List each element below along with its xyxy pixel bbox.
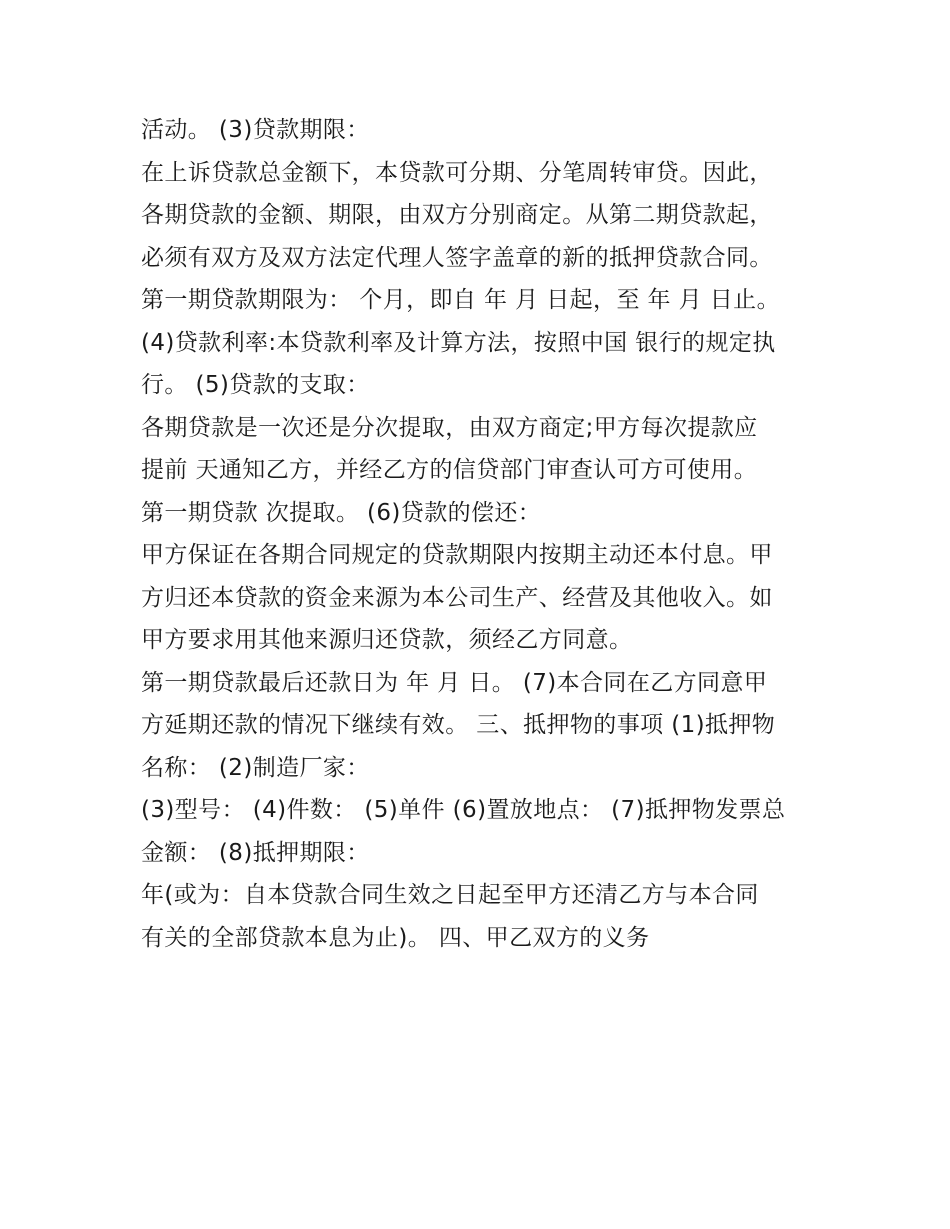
document-body: [141, 109, 841, 959]
text-line: 各期贷款的金额、期限，由双方分别商定。从第二期贷款起，: [141, 202, 773, 228]
text-line: 名称： (2)制造厂家：: [141, 754, 370, 781]
text-line: 第一期贷款 次提取。 (6)贷款的偿还：: [141, 499, 542, 526]
text-line: (4)贷款利率:本贷款利率及计算方法，按照中国 银行的规定执: [141, 329, 776, 356]
text-line: 第一期贷款最后还款日为 年 月 日。 (7)本合同在乙方同意甲: [141, 669, 768, 696]
text-line: (3)型号： (4)件数： (5)单件 (6)置放地点： (7)抵押物发票总: [141, 797, 786, 823]
text-line: 在上诉贷款总金额下，本贷款可分期、分笔周转审贷。因此，: [141, 159, 773, 186]
text-line: 活动。 (3)贷款期限：: [141, 117, 370, 143]
text-line: 方延期还款的情况下继续有效。 三、抵押物的事项 (1)抵押物: [141, 712, 776, 738]
text-line: 行。 (5)贷款的支取：: [141, 372, 370, 398]
text-line: 甲方保证在各期合同规定的贷款期限内按期主动还本付息。甲: [141, 542, 773, 568]
text-line: 提前 天通知乙方，并经乙方的信贷部门审查认可方可使用。: [141, 457, 758, 483]
text-line: 年(或为：自本贷款合同生效之日起至甲方还清乙方与本合同: [141, 882, 759, 908]
text-line: 第一期贷款期限为： 个月，即自 年 月 日起，至 年 月 日止。: [141, 287, 780, 313]
text-line: 有关的全部贷款本息为止)。 四、甲乙双方的义务: [141, 924, 650, 951]
text-line: 金额： (8)抵押期限：: [141, 839, 370, 866]
text-line: 方归还本贷款的资金来源为本公司生产、经营及其他收入。如: [141, 584, 773, 611]
text-line: 甲方要求用其他来源归还贷款，须经乙方同意。: [141, 627, 633, 653]
text-line: 各期贷款是一次还是分次提取，由双方商定;甲方每次提款应: [141, 414, 758, 441]
text-line: 必须有双方及双方法定代理人签字盖章的新的抵押贷款合同。: [141, 244, 773, 271]
